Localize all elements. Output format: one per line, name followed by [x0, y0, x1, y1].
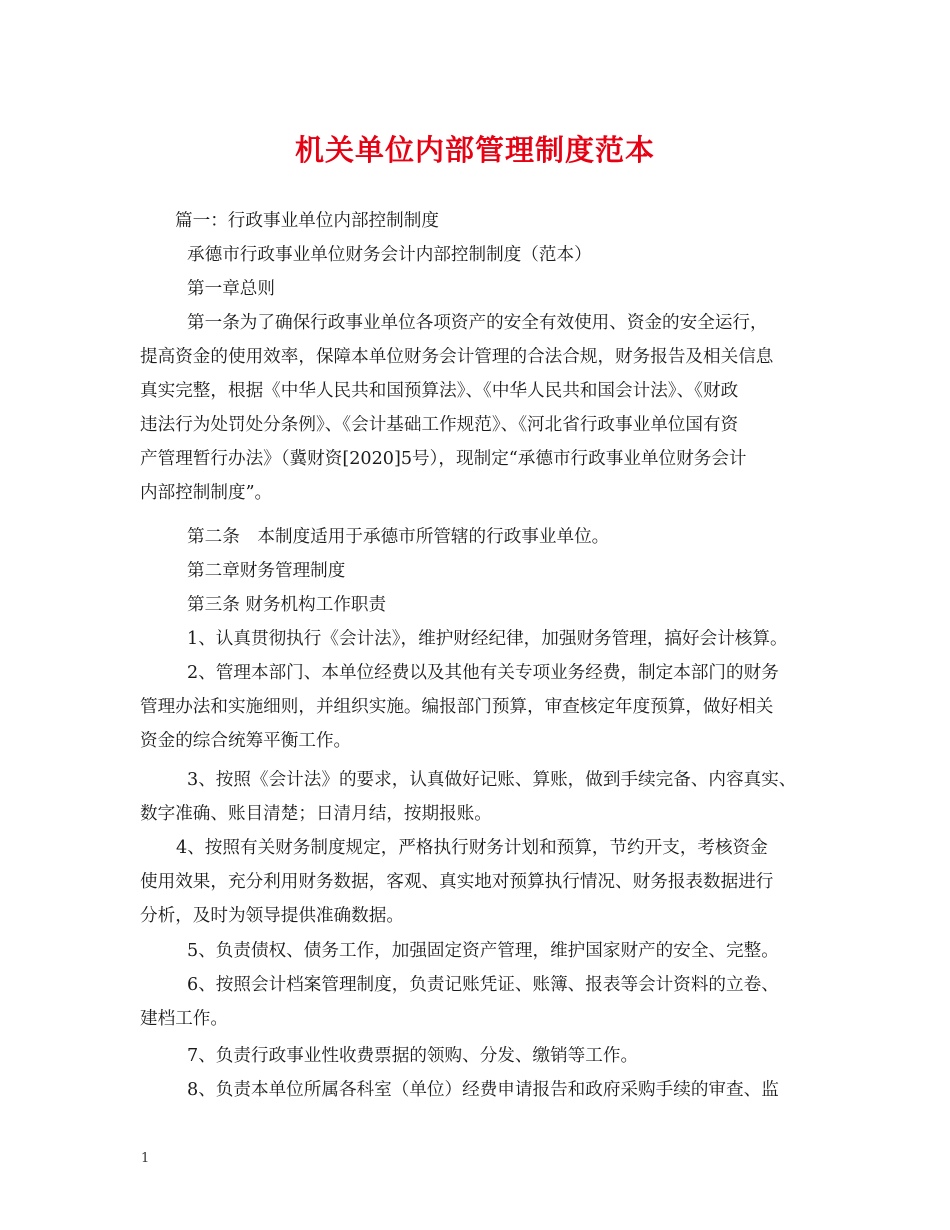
paragraph-line: 6、按照会计档案管理制度，负责记账凭证、账簿、报表等会计资料的立卷、	[187, 975, 779, 995]
paragraph-line: 使用效果，充分利用财务数据，客观、真实地对预算执行情况、财务报表数据进行	[140, 872, 774, 892]
paragraph-line: 3、按照《会计法》的要求，认真做好记账、算账，做到手续完备、内容真实、	[187, 770, 797, 790]
paragraph-line: 产管理暂行办法》（冀财资[2020]5号），现制定“承德市行政事业单位财务会计	[140, 449, 747, 469]
paragraph-line: 建档工作。	[140, 1009, 228, 1029]
paragraph-line: 第一章总则	[187, 279, 275, 299]
page-number: 1	[141, 1151, 150, 1166]
paragraph-line: 7、负责行政事业性收费票据的领购、分发、缴销等工作。	[187, 1046, 639, 1066]
paragraph-line: 资金的综合统筹平衡工作。	[140, 731, 352, 751]
paragraph-line: 管理办法和实施细则，并组织实施。编报部门预算，审查核定年度预算，做好相关	[140, 697, 774, 717]
paragraph-line: 第一条为了确保行政事业单位各项资产的安全有效使用、资金的安全运行，	[187, 313, 768, 333]
paragraph-line: 5、负责债权、债务工作，加强固定资产管理，维护国家财产的安全、完整。	[187, 941, 779, 961]
paragraph-line: 篇一：行政事业单位内部控制制度	[175, 211, 439, 231]
paragraph-line: 真实完整，根据《中华人民共和国预算法》、《中华人民共和国会计法》、《财政	[140, 381, 739, 401]
paragraph-line: 违法行为处罚处分条例》、《会计基础工作规范》、《河北省行政事业单位国有资	[140, 415, 739, 435]
paragraph-line: 数字准确、账目清楚；日清月结，按期报账。	[140, 804, 492, 824]
paragraph-line: 4、按照有关财务制度规定，严格执行财务计划和预算，节约开支，考核资金	[176, 838, 768, 858]
paragraph-line: 提高资金的使用效率，保障本单位财务会计管理的合法合规，财务报告及相关信息	[140, 347, 774, 367]
paragraph-line: 1、认真贯彻执行《会计法》，维护财经纪律，加强财务管理，搞好会计核算。	[187, 629, 788, 649]
paragraph-line: 承德市行政事业单位财务会计内部控制制度（范本）	[187, 245, 592, 265]
paragraph-line: 2、管理本部门、本单位经费以及其他有关专项业务经费，制定本部门的财务	[187, 663, 779, 683]
paragraph-line: 分析，及时为领导提供准确数据。	[140, 906, 404, 926]
paragraph-line: 第二章财务管理制度	[187, 561, 346, 581]
paragraph-line: 8、负责本单位所属各科室（单位）经费申请报告和政府采购手续的审查、监	[187, 1080, 779, 1100]
document-title: 机关单位内部管理制度范本	[294, 133, 655, 167]
paragraph-line: 第二条 本制度适用于承德市所管辖的行政事业单位。	[187, 527, 610, 547]
paragraph-line: 第三条 财务机构工作职责	[187, 595, 387, 615]
paragraph-line: 内部控制制度”。	[140, 483, 273, 503]
